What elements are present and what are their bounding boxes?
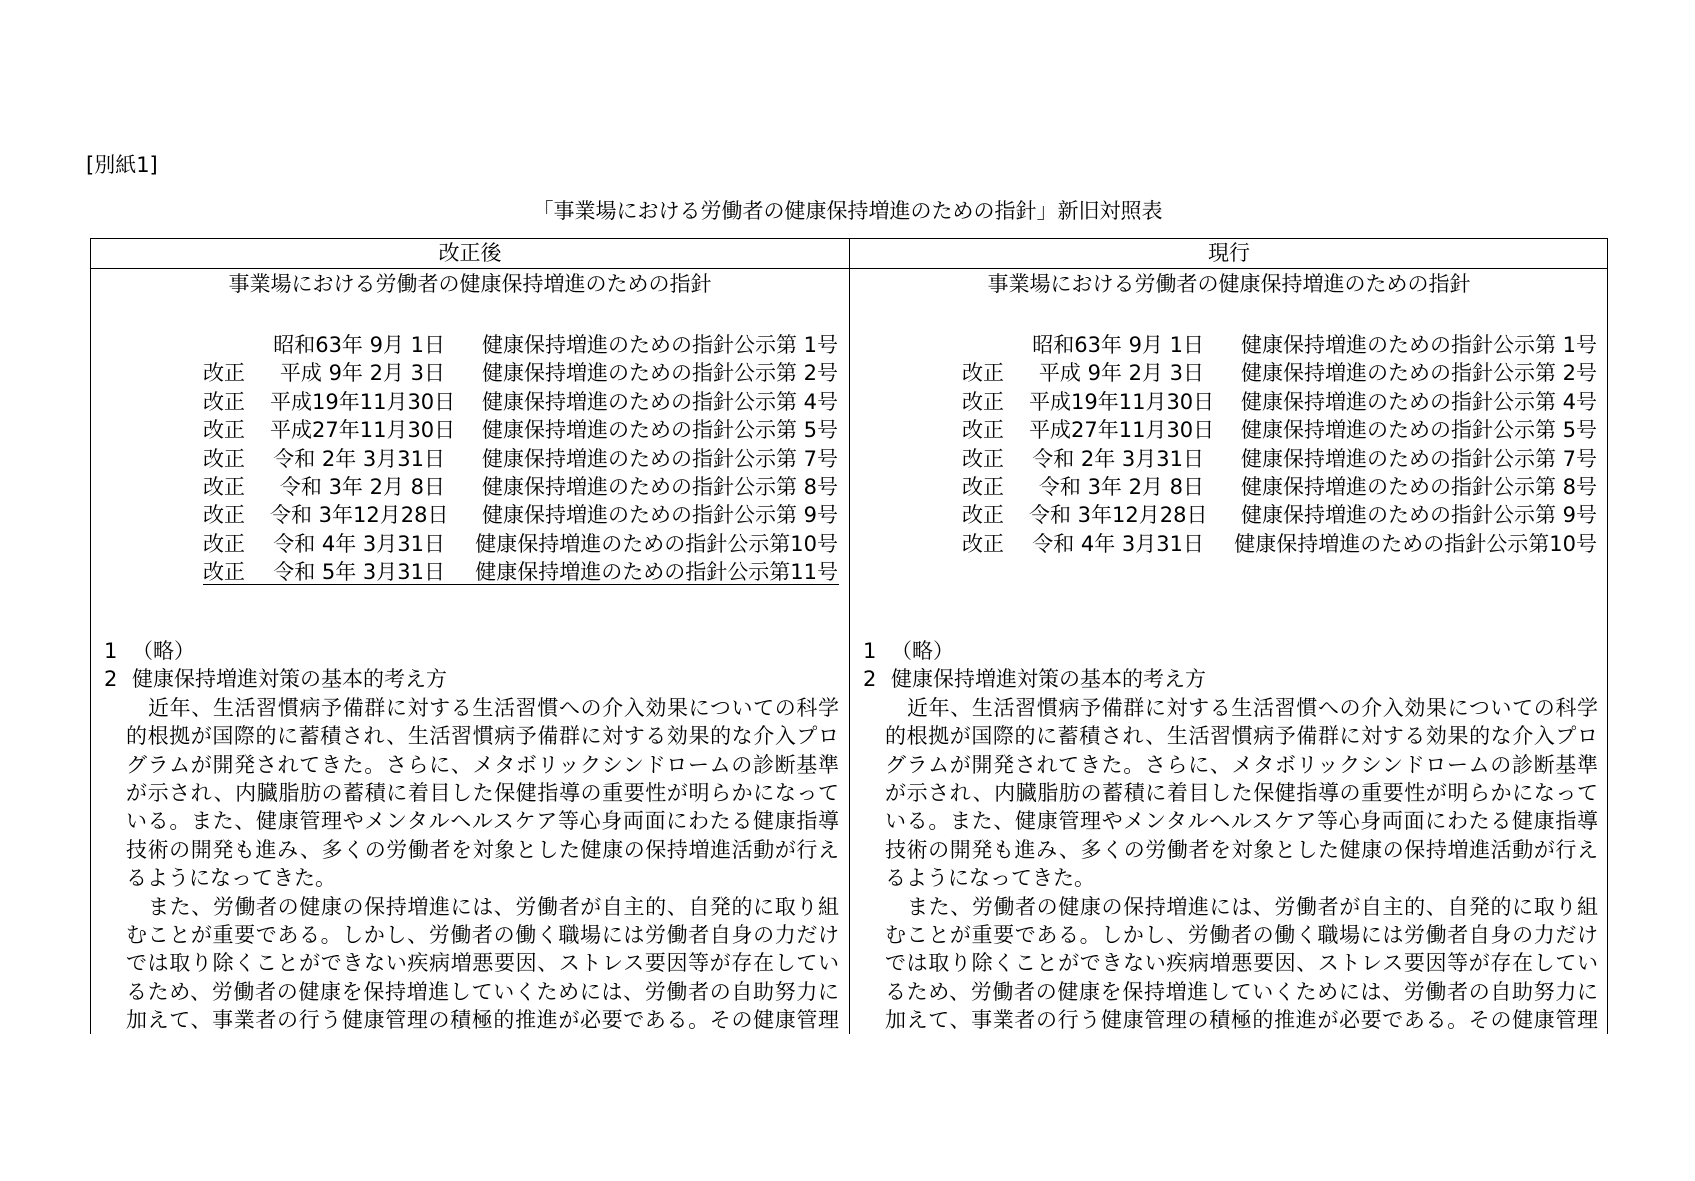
paragraph-line: また、労働者の健康の保持増進には、労働者が自主的、自発的に取り組 — [907, 894, 1598, 919]
revision-date: 昭和63年 9月 1日 — [1032, 333, 1204, 357]
paragraph-line: 加えて、事業者の行う健康管理の積極的推進が必要である。その健康管理 — [885, 1008, 1598, 1033]
revision-prefix: 改正 — [203, 389, 245, 414]
paragraph-line: では取り除くことができない疾病増悪要因、ストレス要因等が存在してい — [885, 951, 1598, 976]
revision-date: 平成19年11月30日 — [1029, 389, 1215, 414]
revision-date: 平成 9年 2月 3日 — [1038, 361, 1204, 386]
revision-row — [850, 388, 1608, 416]
revision-row — [850, 331, 1608, 359]
revision-prefix: 改正 — [203, 361, 245, 386]
revision-notice: 健康保持増進のための指針公示第 7号 — [481, 446, 838, 471]
revision-row — [91, 331, 849, 359]
revision-row — [91, 388, 849, 416]
section-text: 健康保持増進対策の基本的考え方 — [132, 667, 447, 692]
amendment-underline — [203, 584, 839, 585]
paragraph-line: グラムが開発されてきた。さらに、メタボリックシンドロームの診断基準 — [885, 752, 1598, 777]
revision-notice: 健康保持増進のための指針公示第 8号 — [1240, 475, 1597, 499]
paragraph-line: 技術の開発も進み、多くの労働者を対象とした健康の保持増進活動が行え — [885, 837, 1598, 862]
revision-prefix: 改正 — [203, 560, 245, 585]
revision-row — [91, 416, 849, 444]
paragraph-line: るため、労働者の健康を保持増進していくためには、労働者の自助努力に — [126, 979, 839, 1004]
paragraph-line: るようになってきた。 — [126, 866, 336, 891]
guideline-title: 事業場における労働者の健康保持増進のための指針 — [987, 272, 1471, 296]
revision-notice: 健康保持増進のための指針公示第 4号 — [481, 389, 838, 414]
revision-notice: 健康保持増進のための指針公示第11号 — [475, 560, 838, 585]
paragraph-line: 技術の開発も進み、多くの労働者を対象とした健康の保持増進活動が行え — [126, 837, 839, 862]
revision-date: 平成27年11月30日 — [270, 418, 456, 443]
paragraph-line: 加えて、事業者の行う健康管理の積極的推進が必要である。その健康管理 — [126, 1008, 839, 1033]
revision-notice: 健康保持増進のための指針公示第 2号 — [1240, 361, 1597, 386]
paragraph-line: グラムが開発されてきた。さらに、メタボリックシンドロームの診断基準 — [126, 752, 839, 777]
revision-prefix: 改正 — [962, 446, 1004, 471]
revision-prefix: 改正 — [203, 446, 245, 471]
paragraph-line: 近年、生活習慣病予備群に対する生活習慣への介入効果についての科学 — [148, 695, 839, 720]
revision-date: 令和 4年 3月31日 — [273, 531, 445, 556]
revision-prefix: 改正 — [962, 475, 1004, 499]
revision-notice: 健康保持増進のための指針公示第 7号 — [1240, 446, 1597, 471]
revision-date: 平成27年11月30日 — [1029, 418, 1215, 443]
revision-prefix: 改正 — [962, 361, 1004, 386]
revision-date: 令和 3年 2月 8日 — [1038, 475, 1204, 499]
revision-date: 令和 3年12月28日 — [1029, 503, 1208, 528]
revision-row — [91, 558, 849, 586]
revision-prefix: 改正 — [962, 503, 1004, 528]
revision-notice: 健康保持増進のための指針公示第 5号 — [1240, 418, 1597, 443]
revision-notice: 健康保持増進のための指針公示第 9号 — [1240, 503, 1597, 528]
revision-row — [850, 445, 1608, 473]
section-number: 2 — [104, 667, 118, 692]
paragraph-line: いる。また、健康管理やメンタルヘルスケア等心身両面にわたる健康指導 — [885, 809, 1598, 834]
revision-notice: 健康保持増進のための指針公示第 1号 — [481, 333, 838, 357]
revision-prefix: 改正 — [203, 418, 245, 443]
document-title: 「事業場における労働者の健康保持増進のための指針」新旧対照表 — [532, 199, 1163, 223]
revision-row — [850, 530, 1608, 558]
revision-row — [850, 359, 1608, 387]
section-heading — [850, 665, 1608, 693]
paragraph-line: るようになってきた。 — [885, 866, 1095, 891]
paragraph-line: 的根拠が国際的に蓄積され、生活習慣病予備群に対する効果的な介入プロ — [885, 724, 1598, 749]
revision-date: 令和 2年 3月31日 — [273, 446, 445, 471]
revision-date: 令和 3年 2月 8日 — [279, 475, 445, 499]
revision-row — [91, 473, 849, 501]
revision-date: 昭和63年 9月 1日 — [273, 333, 445, 357]
revision-row — [850, 501, 1608, 529]
revision-row — [91, 530, 849, 558]
section-text: 健康保持増進対策の基本的考え方 — [891, 667, 1206, 692]
revision-notice: 健康保持増進のための指針公示第 1号 — [1240, 333, 1597, 357]
guideline-title: 事業場における労働者の健康保持増進のための指針 — [228, 272, 712, 296]
revision-date: 令和 5年 3月31日 — [273, 560, 445, 585]
section-heading — [850, 637, 1608, 665]
revision-notice: 健康保持増進のための指針公示第 4号 — [1240, 389, 1597, 414]
revision-row — [91, 359, 849, 387]
comparison-table — [90, 238, 1608, 1034]
paragraph-line: むことが重要である。しかし、労働者の働く職場には労働者自身の力だけ — [885, 923, 1598, 947]
revision-date: 令和 3年12月28日 — [270, 503, 449, 528]
revision-row — [850, 416, 1608, 444]
revision-row — [91, 501, 849, 529]
column-header-current: 現行 — [1208, 241, 1250, 265]
paragraph-line: では取り除くことができない疾病増悪要因、ストレス要因等が存在してい — [126, 951, 839, 976]
paragraph-line: また、労働者の健康の保持増進には、労働者が自主的、自発的に取り組 — [148, 894, 839, 919]
paragraph-line: 近年、生活習慣病予備群に対する生活習慣への介入効果についての科学 — [907, 695, 1598, 720]
revision-date: 令和 4年 3月31日 — [1032, 531, 1204, 556]
revision-row — [91, 445, 849, 473]
current-column — [850, 239, 1608, 1034]
revision-notice: 健康保持増進のための指針公示第 5号 — [481, 418, 838, 443]
paragraph-line: むことが重要である。しかし、労働者の働く職場には労働者自身の力だけ — [126, 923, 839, 947]
annex-label: [別紙1] — [86, 153, 158, 177]
revised-column — [91, 239, 849, 1034]
revision-prefix: 改正 — [203, 503, 245, 528]
column-header-revised: 改正後 — [438, 241, 502, 265]
section-number: 2 — [863, 667, 877, 692]
revision-prefix: 改正 — [962, 389, 1004, 414]
revision-notice: 健康保持増進のための指針公示第10号 — [1234, 531, 1597, 556]
revision-row — [850, 473, 1608, 501]
paragraph-line: いる。また、健康管理やメンタルヘルスケア等心身両面にわたる健康指導 — [126, 809, 839, 834]
revision-date: 令和 2年 3月31日 — [1032, 446, 1204, 471]
revision-prefix: 改正 — [203, 475, 245, 499]
revision-notice: 健康保持増進のための指針公示第10号 — [475, 531, 838, 556]
revision-date: 平成19年11月30日 — [270, 389, 456, 414]
revision-date: 平成 9年 2月 3日 — [279, 361, 445, 386]
revision-prefix: 改正 — [962, 418, 1004, 443]
revision-notice: 健康保持増進のための指針公示第 8号 — [481, 475, 838, 499]
section-text: （略） — [132, 639, 195, 663]
paragraph-line: 的根拠が国際的に蓄積され、生活習慣病予備群に対する効果的な介入プロ — [126, 724, 839, 749]
revision-prefix: 改正 — [962, 531, 1004, 556]
paragraph-line: が示され、内臓脂肪の蓄積に着目した保健指導の重要性が明らかになって — [126, 781, 839, 805]
section-number: 1 — [104, 639, 118, 663]
section-heading — [91, 665, 849, 693]
revision-notice: 健康保持増進のための指針公示第 9号 — [481, 503, 838, 528]
revision-prefix: 改正 — [203, 531, 245, 556]
section-heading — [91, 637, 849, 665]
section-number: 1 — [863, 639, 877, 663]
revision-notice: 健康保持増進のための指針公示第 2号 — [481, 361, 838, 386]
section-text: （略） — [891, 639, 954, 663]
paragraph-line: が示され、内臓脂肪の蓄積に着目した保健指導の重要性が明らかになって — [885, 781, 1598, 805]
paragraph-line: るため、労働者の健康を保持増進していくためには、労働者の自助努力に — [885, 979, 1598, 1004]
